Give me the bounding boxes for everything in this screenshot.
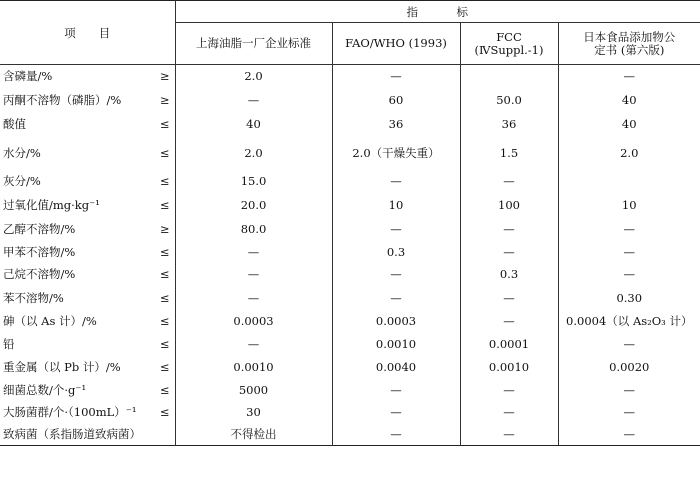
cell-fcc: — xyxy=(460,286,558,310)
row-item-name: 重金属（以 Pb 计）/% xyxy=(3,360,121,374)
cell-japan: 2.0 xyxy=(558,137,700,169)
row-relation-symbol: ≤ xyxy=(155,310,175,332)
cell-faowho: — xyxy=(332,169,460,193)
table-row xyxy=(0,423,700,446)
cell-japan: 40 xyxy=(558,88,700,112)
cell-fcc: 1.5 xyxy=(460,137,558,169)
cell-faowho: 0.0003 xyxy=(332,310,460,332)
row-item-name: 酸值 xyxy=(3,117,26,131)
row-relation-symbol: ≤ xyxy=(155,286,175,310)
row-item-name: 灰分/% xyxy=(3,173,41,188)
table-row xyxy=(0,241,700,263)
cell-faowho: 0.0040 xyxy=(332,356,460,379)
table-row xyxy=(0,286,700,310)
cell-fcc: — xyxy=(460,241,558,263)
cell-shanghai: — xyxy=(247,290,260,305)
cell-fcc: — xyxy=(460,401,558,423)
cell-fcc: 0.0001 xyxy=(460,332,558,356)
cell-shanghai: 0.0010 xyxy=(233,360,274,374)
cell-japan: 40 xyxy=(558,112,700,137)
table-row xyxy=(0,112,700,137)
row-relation-symbol: ≤ xyxy=(155,263,175,286)
cell-faowho: — xyxy=(332,218,460,241)
row-item-name: 致病菌（系指肠道致病菌） xyxy=(0,423,155,446)
table-row xyxy=(0,88,700,112)
header-col-faowho-label: FAO/WHO (1993) xyxy=(345,36,447,50)
header-project: 项 目 xyxy=(0,1,175,65)
cell-japan: — xyxy=(558,332,700,356)
cell-faowho: — xyxy=(332,423,460,446)
cell-japan: 0.0020 xyxy=(558,356,700,379)
row-relation-symbol: ≤ xyxy=(155,379,175,401)
table-row xyxy=(0,332,700,356)
row-item-name: 己烷不溶物/% xyxy=(3,267,76,281)
cell-faowho: — xyxy=(332,286,460,310)
row-item-name: 水分/% xyxy=(3,145,41,160)
cell-fcc: — xyxy=(460,218,558,241)
table-row xyxy=(0,137,700,169)
row-relation-symbol: ≥ xyxy=(155,218,175,241)
cell-fcc xyxy=(460,65,558,88)
cell-fcc: — xyxy=(460,423,558,446)
header-indicator: 指 标 xyxy=(175,1,700,23)
cell-fcc: 36 xyxy=(460,112,558,137)
cell-faowho: — xyxy=(332,263,460,286)
header-col-fcc-label: FCC xyxy=(496,29,522,44)
cell-shanghai: 0.0003 xyxy=(233,313,274,328)
cell-shanghai: 40 xyxy=(246,117,261,131)
cell-shanghai: 2.0 xyxy=(244,69,263,84)
cell-shanghai: — xyxy=(247,336,260,351)
cell-faowho: — xyxy=(332,401,460,423)
cell-japan: 0.0004（以 As₂O₃ 计） xyxy=(558,310,700,332)
cell-japan: — xyxy=(558,423,700,446)
cell-shanghai: 30 xyxy=(246,404,261,419)
row-item-name: 过氧化值/mg·kg⁻¹ xyxy=(3,198,100,212)
row-relation-symbol: ≤ xyxy=(155,169,175,193)
row-item-name: 丙酮不溶物（磷脂）/% xyxy=(3,92,122,107)
table-row xyxy=(0,218,700,241)
header-col-japan xyxy=(558,23,700,65)
cell-faowho: 2.0（干燥失重） xyxy=(332,137,460,169)
row-relation-symbol: ≥ xyxy=(155,65,175,88)
table-row xyxy=(0,401,700,423)
cell-fcc: — xyxy=(460,310,558,332)
cell-japan: — xyxy=(558,401,700,423)
row-item-name: 铅 xyxy=(3,336,15,351)
row-relation-symbol: ≤ xyxy=(155,401,175,423)
cell-faowho: 0.0010 xyxy=(332,332,460,356)
table-row xyxy=(0,263,700,286)
row-relation-symbol: ≤ xyxy=(155,193,175,218)
row-item-name: 乙醇不溶物/% xyxy=(3,222,76,236)
cell-shanghai: — xyxy=(247,92,260,107)
cell-fcc: 0.0010 xyxy=(460,356,558,379)
cell-faowho: 36 xyxy=(332,112,460,137)
row-item-name: 甲苯不溶物/% xyxy=(3,244,76,259)
header-col-japan-label: 日本食品添加物公 xyxy=(583,29,676,44)
cell-shanghai: 80.0 xyxy=(240,222,267,236)
cell-japan: — xyxy=(558,218,700,241)
row-item-name: 砷（以 As 计）/% xyxy=(3,313,97,328)
row-relation-symbol: ≥ xyxy=(155,88,175,112)
cell-faowho: — xyxy=(332,65,460,88)
cell-japan: — xyxy=(558,241,700,263)
cell-shanghai: 5000 xyxy=(238,382,269,397)
header-col-shanghai xyxy=(175,23,332,65)
table-row xyxy=(0,356,700,379)
row-item-name: 苯不溶物/% xyxy=(3,290,64,305)
cell-fcc: 50.0 xyxy=(460,88,558,112)
row-relation-symbol: ≤ xyxy=(155,356,175,379)
cell-faowho: 10 xyxy=(332,193,460,218)
cell-shanghai: — xyxy=(247,244,260,259)
row-relation-symbol: ≤ xyxy=(155,112,175,137)
cell-faowho: 60 xyxy=(332,88,460,112)
row-item-name: 含磷量/% xyxy=(3,69,53,84)
cell-shanghai: 20.0 xyxy=(240,198,267,212)
table-row xyxy=(0,379,700,401)
cell-shanghai: 2.0 xyxy=(244,145,263,160)
cell-shanghai: — xyxy=(247,267,260,281)
table-row xyxy=(0,169,700,193)
cell-japan: — xyxy=(558,379,700,401)
header-col-faowho xyxy=(332,23,460,65)
table-row xyxy=(0,193,700,218)
cell-fcc: 0.3 xyxy=(460,263,558,286)
row-item-name: 大肠菌群/个·（100mL）⁻¹ xyxy=(3,404,137,419)
table-body xyxy=(0,65,700,446)
cell-fcc: — xyxy=(460,379,558,401)
row-relation-symbol: ≤ xyxy=(155,332,175,356)
row-item-name: 细菌总数/个·g⁻¹ xyxy=(3,382,87,397)
cell-fcc: — xyxy=(460,169,558,193)
row-relation-symbol xyxy=(155,423,175,446)
header-col-japan-sublabel: 定书 (第六版) xyxy=(594,42,665,57)
header-col-fcc-sublabel: (ⅣSuppl.-1) xyxy=(474,42,544,57)
cell-shanghai: 15.0 xyxy=(240,173,267,188)
cell-japan xyxy=(558,169,700,193)
cell-faowho: — xyxy=(332,379,460,401)
cell-japan: 10 xyxy=(558,193,700,218)
row-relation-symbol: ≤ xyxy=(155,241,175,263)
cell-japan: 0.30 xyxy=(558,286,700,310)
table-row xyxy=(0,310,700,332)
table-row xyxy=(0,65,700,88)
cell-japan: — xyxy=(558,65,700,88)
cell-japan: — xyxy=(558,263,700,286)
header-col-fcc xyxy=(460,23,558,65)
cell-shanghai: 不得检出 xyxy=(175,423,332,446)
header-col-shanghai-label: 上海油脂一厂企业标准 xyxy=(196,36,311,50)
cell-faowho: 0.3 xyxy=(332,241,460,263)
cell-fcc: 100 xyxy=(460,193,558,218)
row-relation-symbol: ≤ xyxy=(155,137,175,169)
